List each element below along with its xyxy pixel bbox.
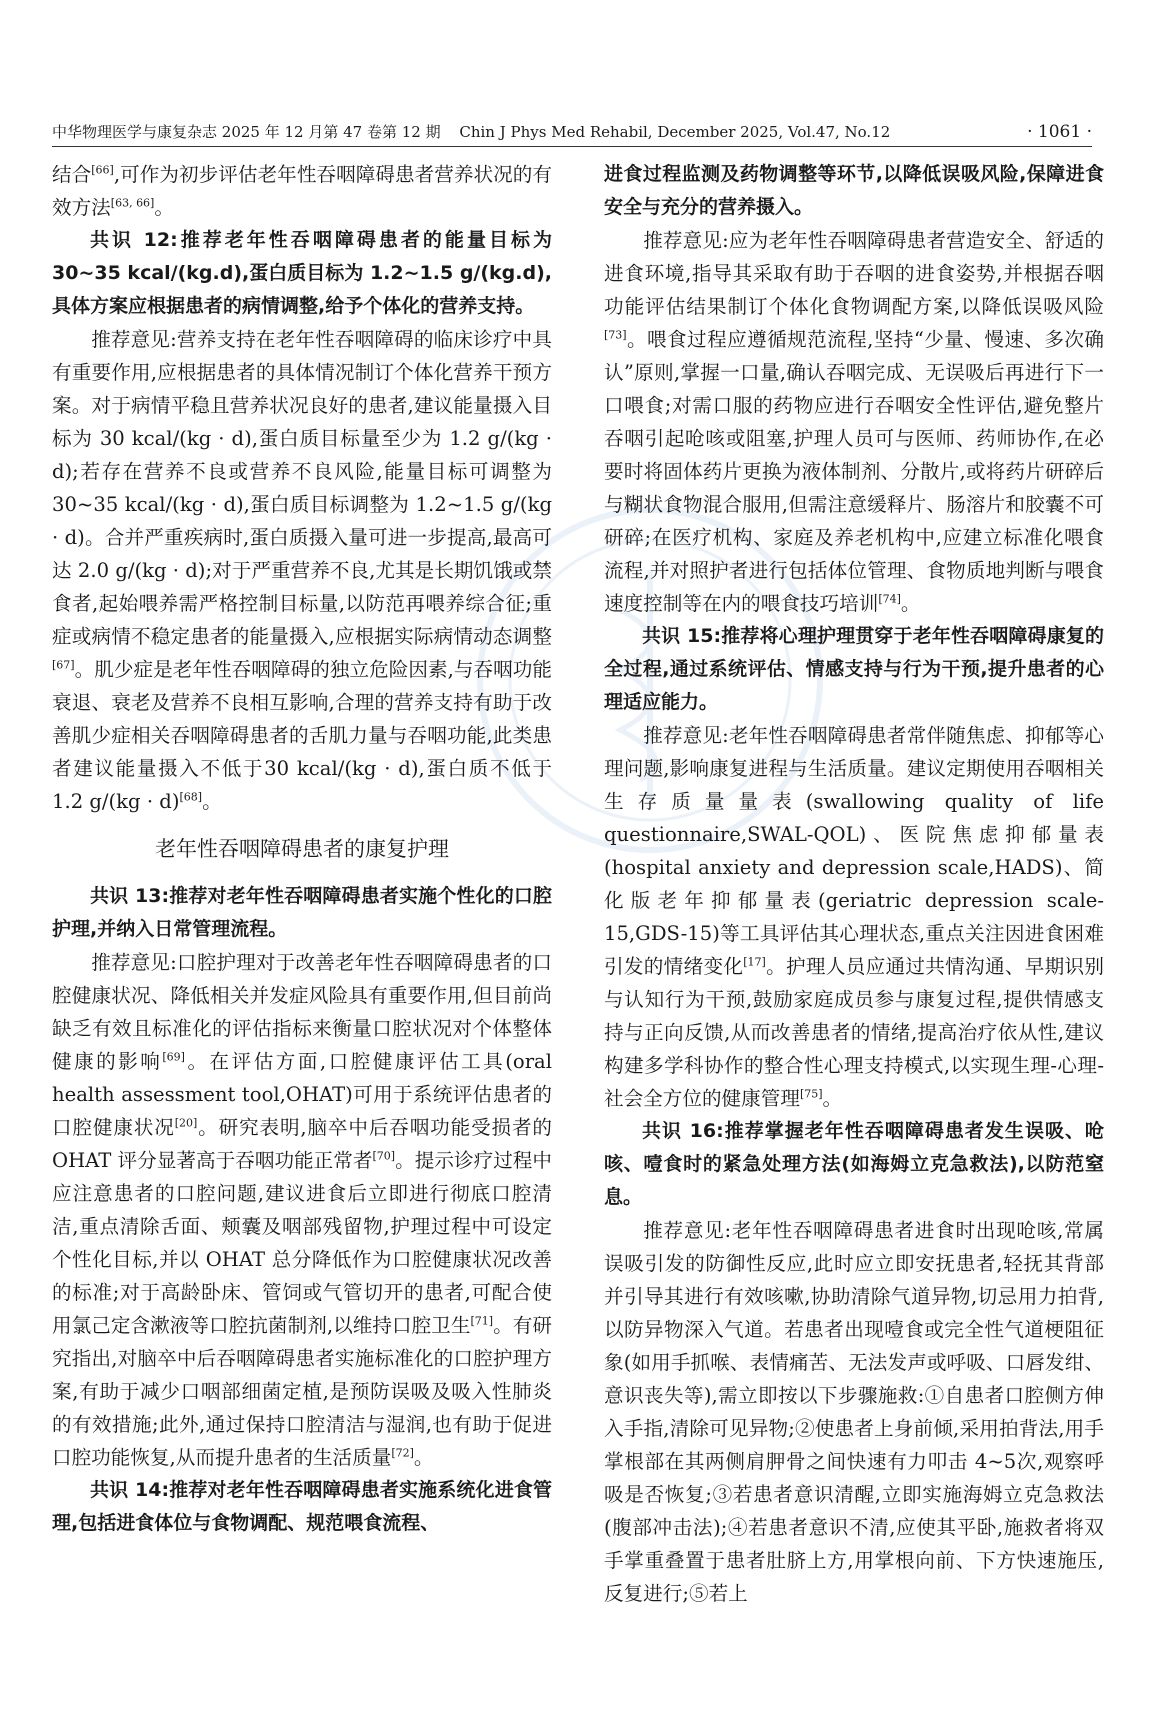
citation-ref: [66]: [91, 163, 114, 177]
consensus-12: 共识 12:推荐老年性吞咽障碍患者的能量目标为30~35 kcal/(kg.d),蛋白质目标为 1.2~1.5 g/(kg.d),具体方案应根据患者的病情调整,给予个体化的营养支持。: [52, 229, 552, 317]
left-column: [52, 158, 552, 1540]
paragraph: 结合[66],可作为初步评估老年性吞咽障碍患者营养状况的有效方法[63, 66]。: [52, 163, 552, 219]
consensus-13: 共识 13:推荐对老年性吞咽障碍患者实施个性化的口腔护理,并纳入日常管理流程。: [52, 885, 552, 940]
journal-name-en: Chin J Phys Med Rehabil, December 2025, Vol.47, No.12: [459, 123, 891, 141]
citation-ref: [72]: [391, 1446, 414, 1460]
citation-ref: [70]: [372, 1149, 396, 1163]
consensus-15: 共识 15:推荐将心理护理贯穿于老年性吞咽障碍康复的全过程,通过系统评估、情感支持与行为干预,提升患者的心理适应能力。: [604, 625, 1104, 713]
citation-ref: [68]: [179, 790, 203, 804]
recommendation-15: 推荐意见:老年性吞咽障碍患者常伴随焦虑、抑郁等心理问题,影响康复进程与生活质量。建议定期使用吞咽相关生存质量量表(swallowing quality of life questionnaire,SWAL-QOL)、医院焦虑抑郁量表(hospital anxiety and depression scale,HADS)、简化版老年抑郁量表(geriatric depression scale-15,GDS-15)等工具评估其心理状态,重点关注因进食困难引发的情绪变化[17]。护理人员应通过共情沟通、早期识别与认知行为干预,鼓励家庭成员参与康复过程,提供情感支持与正向反馈,从而改善患者的情绪,提高治疗依从性,建议构建多学科协作的整合性心理支持模式,以实现生理-心理-社会全方位的健康管理[75]。: [604, 724, 1105, 1110]
recommendation-14: 推荐意见:应为老年性吞咽障碍患者营造安全、舒适的进食环境,指导其采取有助于吞咽的进食姿势,并根据吞咽功能评估结果制订个体化食物调配方案,以降低误吸风险[73]。喂食过程应遵循规范流程,坚持“少量、慢速、多次确认”原则,掌握一口量,确认吞咽完成、无误吸后再进行下一口喂食;对需口服的药物应进行吞咽安全性评估,避免整片吞咽引起呛咳或阻塞,护理人员可与医师、药师协作,在必要时将固体药片更换为液体制剂、分散片,或将药片研碎后与糊状食物混合服用,但需注意缓释片、肠溶片和胶囊不可研碎;在医疗机构、家庭及养老机构中,应建立标准化喂食流程,并对照护者进行包括体位管理、食物质地判断与喂食速度控制等在内的喂食技巧培训[74]。: [604, 229, 1104, 615]
consensus-14-end: 进食过程监测及药物调整等环节,以降低误吸风险,保障进食安全与充分的营养摄入。: [604, 163, 1104, 218]
running-header: [52, 112, 1092, 147]
consensus-14-start: 共识 14:推荐对老年性吞咽障碍患者实施系统化进食管理,包括进食体位与食物调配、规范喂食流程、: [52, 1479, 552, 1534]
citation-ref: [67]: [52, 658, 75, 672]
citation-ref: [63, 66]: [110, 196, 155, 210]
page-number: · 1061 ·: [1027, 122, 1092, 142]
citation-ref: [75]: [799, 1087, 823, 1101]
section-title: 老年性吞咽障碍患者的康复护理: [155, 837, 449, 861]
journal-name-cn: 中华物理医学与康复杂志 2025 年 12 月第 47 卷第 12 期: [52, 123, 441, 141]
recommendation-12: 推荐意见:营养支持在老年性吞咽障碍的临床诊疗中具有重要作用,应根据患者的具体情况制订个体化营养干预方案。对于病情平稳且营养状况良好的患者,建议能量摄入目标为 30 kcal/(kg · d),蛋白质目标量至少为 1.2 g/(kg · d);若存在营养不良或营养不良风险,能量目标可调整为 30~35 kcal/(kg · d),蛋白质目标调整为 1.2~1.5 g/(kg · d)。合并严重疾病时,蛋白质摄入量可进一步提高,最高可达 2.0 g/(kg · d);对于严重营养不良,尤其是长期饥饿或禁食者,起始喂养需严格控制目标量,以防范再喂养综合征;重症或病情不稳定患者的能量摄入,应根据实际病情动态调整[67]。肌少症是老年性吞咽障碍的独立危险因素,与吞咽功能衰退、衰老及营养不良相互影响,合理的营养支持有助于改善肌少症相关吞咽障碍患者的舌肌力量与吞咽功能,此类患者建议能量摄入不低于30 kcal/(kg · d),蛋白质不低于 1.2 g/(kg · d)[68]。: [52, 328, 552, 813]
citation-ref: [17]: [743, 955, 766, 969]
citation-ref: [73]: [604, 328, 627, 342]
citation-ref: [20]: [174, 1116, 198, 1130]
right-column: [604, 158, 1104, 1610]
recommendation-13: 推荐意见:口腔护理对于改善老年性吞咽障碍患者的口腔健康状况、降低相关并发症风险具有重要作用,但目前尚缺乏有效且标准化的评估指标来衡量口腔状况对个体整体健康的影响[69]。在评估方面,口腔健康评估工具(oral health assessment tool,OHAT)可用于系统评估患者的口腔健康状况[20]。研究表明,脑卒中后吞咽功能受损者的 OHAT 评分显著高于吞咽功能正常者[70]。提示诊疗过程中应注意患者的口腔问题,建议进食后立即进行彻底口腔清洁,重点清除舌面、颊囊及咽部残留物,护理过程中可设定个性化目标,并以 OHAT 总分降低作为口腔健康状况改善的标准;对于高龄卧床、管饲或气管切开的患者,可配合使用氯己定含漱液等口腔抗菌制剂,以维持口腔卫生[71]。有研究指出,对脑卒中后吞咽障碍患者实施标准化的口腔护理方案,有助于减少口咽部细菌定植,是预防误吸及吸入性肺炎的有效措施;此外,通过保持口腔清洁与湿润,也有助于促进口腔功能恢复,从而提升患者的生活质量[72]。: [52, 951, 553, 1469]
citation-ref: [74]: [878, 592, 901, 606]
journal-citation: [52, 121, 1027, 142]
citation-ref: [69]: [162, 1050, 185, 1064]
consensus-16: 共识 16:推荐掌握老年性吞咽障碍患者发生误吸、呛咳、噎食时的紧急处理方法(如海姆立克急救法),以防范窒息。: [604, 1120, 1104, 1208]
citation-ref: [71]: [470, 1314, 494, 1328]
recommendation-16: 推荐意见:老年性吞咽障碍患者进食时出现呛咳,常属误吸引发的防御性反应,此时应立即安抚患者,轻抚其背部并引导其进行有效咳嗽,协助清除气道异物,切忌用力拍背,以防异物深入气道。若患者出现噎食或完全性气道梗阻征象(如用手抓喉、表情痛苦、无法发声或呼吸、口唇发绀、意识丧失等),需立即按以下步骤施救:①自患者口腔侧方伸入手指,清除可见异物;②使患者上身前倾,采用拍背法,用手掌根部在其两侧肩胛骨之间快速有力叩击 4~5次,观察呼吸是否恢复;③若患者意识清醒,立即实施海姆立克急救法(腹部冲击法);④若患者意识不清,应使其平卧,施救者将双手掌重叠置于患者肚脐上方,用掌根向前、下方快速施压,反复进行;⑤若上: [604, 1219, 1104, 1605]
